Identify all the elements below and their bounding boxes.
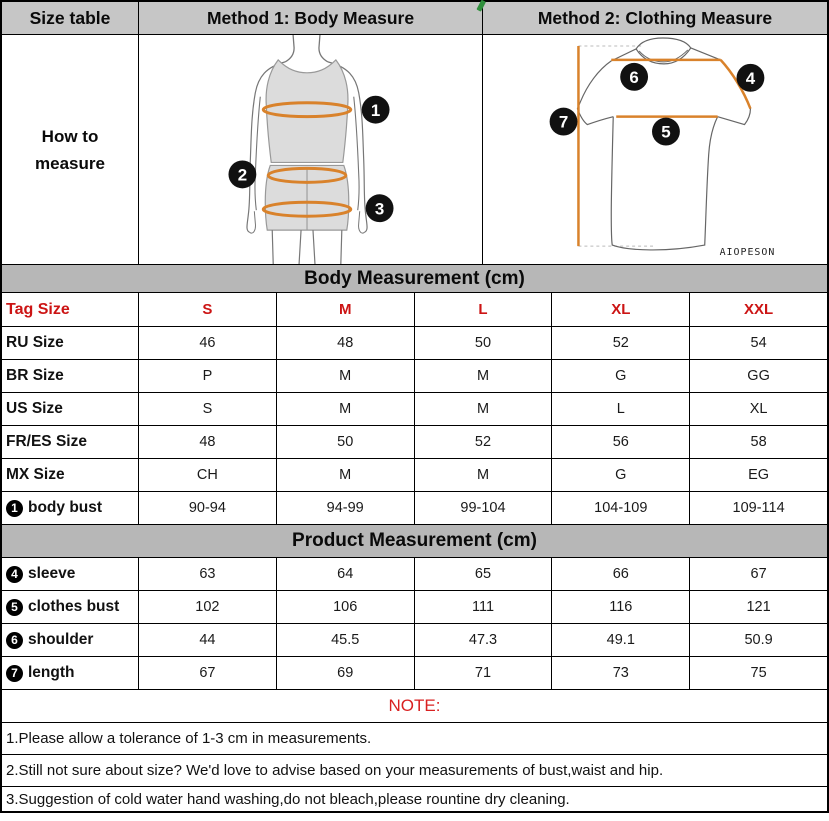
- svg-text:4: 4: [745, 68, 755, 88]
- method2-title: Method 2: Clothing Measure: [537, 7, 773, 28]
- table-cell: P: [139, 360, 277, 392]
- table-cell: 99-104: [415, 492, 553, 524]
- marker-7-icon: [549, 108, 577, 136]
- marker-7-badge: 7: [6, 665, 23, 682]
- table-row-length: [2, 657, 827, 690]
- marker-5-icon: [652, 118, 680, 146]
- table-cell: G: [552, 360, 690, 392]
- table-cell: M: [277, 459, 415, 491]
- note-text-2: 2.Still not sure about size? We'd love to advise based on your measurements of bust,waist and hip.: [6, 762, 664, 779]
- svg-text:7: 7: [558, 112, 568, 132]
- table-row-sleeve: [2, 558, 827, 591]
- how-to-measure-line2: measure: [35, 153, 105, 173]
- table-cell: 104-109: [552, 492, 690, 524]
- table-cell: M: [277, 393, 415, 425]
- table-cell: 50: [277, 426, 415, 458]
- table-row-br-size: [2, 360, 827, 393]
- marker-1-badge: 1: [6, 500, 23, 517]
- table-cell: 69: [277, 657, 415, 689]
- marker-6-badge: 6: [6, 632, 23, 649]
- body-figure-illustration: [139, 35, 482, 264]
- table-cell: 45.5: [277, 624, 415, 656]
- table-cell: S: [139, 393, 277, 425]
- table-cell: 46: [139, 327, 277, 359]
- table-cell: 54: [750, 335, 767, 351]
- table-cell: 116: [552, 591, 690, 623]
- table-cell: 52: [552, 327, 690, 359]
- table-cell: 50.9: [744, 632, 773, 648]
- table-cell: 65: [415, 558, 553, 590]
- table-cell: 90-94: [139, 492, 277, 524]
- svg-text:6: 6: [628, 67, 639, 87]
- table-cell: 64: [277, 558, 415, 590]
- table-cell: 121: [746, 599, 771, 615]
- note-row-3: [2, 787, 827, 811]
- table-cell: 75: [750, 665, 767, 681]
- clothing-measure-diagram: [483, 35, 827, 264]
- table-row-fres-size: [2, 426, 827, 459]
- col-header-xxl: XXL: [743, 301, 774, 318]
- row-label: US Size: [6, 400, 63, 417]
- table-cell: 109-114: [732, 500, 785, 516]
- marker-1-icon: [362, 96, 390, 124]
- row-label: BR Size: [6, 367, 64, 384]
- row-label: MX Size: [6, 466, 65, 483]
- table-cell: 71: [415, 657, 553, 689]
- table-row-clothes-bust: [2, 591, 827, 624]
- table-cell: 73: [552, 657, 690, 689]
- table-cell: 66: [552, 558, 690, 590]
- table-cell: 48: [139, 426, 277, 458]
- table-cell: 63: [139, 558, 277, 590]
- col-header-xl: XL: [552, 293, 690, 326]
- diagram-row: [2, 35, 827, 265]
- how-to-measure-line1: How to: [41, 126, 99, 146]
- product-measurement-section-title: Product Measurement (cm): [2, 525, 827, 558]
- marker-4-badge: 4: [6, 566, 23, 583]
- table-cell: 49.1: [552, 624, 690, 656]
- row-label: shoulder: [28, 631, 94, 648]
- table-cell: 102: [139, 591, 277, 623]
- table-cell: 111: [415, 591, 553, 623]
- table-cell: XL: [749, 401, 768, 417]
- table-cell: M: [415, 459, 553, 491]
- row-label: clothes bust: [28, 598, 120, 615]
- note-title-row: [2, 690, 827, 723]
- table-cell: 67: [139, 657, 277, 689]
- table-cell: G: [552, 459, 690, 491]
- note-text-1: 1.Please allow a tolerance of 1-3 cm in measurements.: [6, 730, 372, 747]
- table-cell: GG: [747, 368, 770, 384]
- table-cell: 56: [552, 426, 690, 458]
- how-to-measure-label: [2, 35, 139, 264]
- table-row-body-bust: [2, 492, 827, 525]
- note-title: NOTE:: [388, 696, 441, 715]
- row-label: RU Size: [6, 334, 64, 351]
- table-cell: CH: [139, 459, 277, 491]
- size-table-title: Size table: [2, 2, 139, 34]
- svg-text:1: 1: [370, 100, 381, 120]
- table-cell: 50: [415, 327, 553, 359]
- svg-text:5: 5: [660, 122, 671, 142]
- note-row-1: [2, 723, 827, 755]
- row-label: body bust: [28, 499, 103, 516]
- marker-3-icon: [366, 194, 394, 222]
- svg-text:3: 3: [374, 199, 385, 219]
- table-cell: 106: [277, 591, 415, 623]
- table-cell: M: [277, 360, 415, 392]
- note-text-3: 3.Suggestion of cold water hand washing,do not bleach,please rountine dry cleaning.: [6, 790, 570, 808]
- col-header-s: S: [139, 293, 277, 326]
- table-cell: 58: [750, 434, 767, 450]
- body-measure-diagram: [139, 35, 483, 264]
- marker-2-icon: [228, 160, 256, 188]
- table-row-mx-size: [2, 459, 827, 492]
- marker-6-icon: [620, 63, 648, 91]
- row-label: FR/ES Size: [6, 433, 87, 450]
- row-label: sleeve: [28, 565, 76, 582]
- col-header-l: L: [415, 293, 553, 326]
- brand-text: AIOPESON: [719, 247, 775, 259]
- table-cell: 44: [139, 624, 277, 656]
- marker-4-icon: [736, 64, 764, 92]
- table-cell: EG: [748, 467, 770, 483]
- svg-text:2: 2: [237, 165, 248, 185]
- col-header-m: M: [277, 293, 415, 326]
- table-cell: L: [552, 393, 690, 425]
- table-cell: 67: [750, 566, 767, 582]
- table-cell: M: [415, 360, 553, 392]
- method1-title: Method 1: Body Measure: [139, 2, 483, 34]
- table-cell: M: [415, 393, 553, 425]
- table-cell: 48: [277, 327, 415, 359]
- note-row-2: [2, 755, 827, 787]
- marker-5-badge: 5: [6, 599, 23, 616]
- table-cell: 52: [415, 426, 553, 458]
- table-cell: 94-99: [277, 492, 415, 524]
- tshirt-illustration: [484, 35, 827, 264]
- body-measurement-section-title: Body Measurement (cm): [2, 265, 827, 293]
- tag-size-label: Tag Size: [2, 293, 139, 326]
- tag-size-header-row: [2, 293, 827, 327]
- header-row: [2, 2, 827, 35]
- table-row-ru-size: [2, 327, 827, 360]
- table-cell: 47.3: [415, 624, 553, 656]
- table-row-shoulder: [2, 624, 827, 657]
- row-label: length: [28, 664, 75, 681]
- table-row-us-size: [2, 393, 827, 426]
